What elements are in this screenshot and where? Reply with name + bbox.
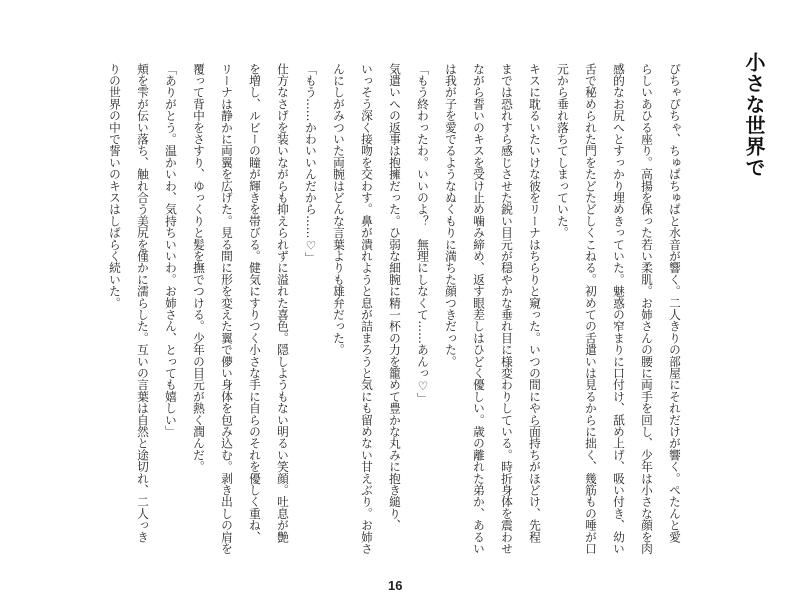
text-line: いっそう深く接吻を交わす。鼻が潰れようと息が詰まろうと気にも留めない甘えぶり。お姉さ xyxy=(360,63,374,555)
text-line: 頬を雫が伝い落ち、触れ合う美尻を僅かに濡らした。互いの言葉は自然と途切れ、二人っき xyxy=(136,63,150,543)
text-line: 「もう……かわいいんだから……♡」 xyxy=(304,63,318,265)
text-line: を増し、ルビーの瞳が輝きを帯びる。健気にすりつく小さな手に自らのそれを優しく重ね、 xyxy=(248,63,262,543)
page-number: 16 xyxy=(388,578,403,593)
text-line: 「もう終わったわ。いいのよ？ 無理にしなくて……あんっ♡」 xyxy=(416,63,430,405)
chapter-title: 小さな世界で xyxy=(742,52,766,178)
text-line: 舌で秘められた門をたどたどしくこねる。初めての舌遣いは見るからに拙く、幾筋もの唾が口 xyxy=(584,63,598,555)
text-line: キスに耽るいたいけな彼をリーナはちらりと窺った。いつの間にやら面持ちがほどけ、先程 xyxy=(528,63,542,543)
body-text xyxy=(99,63,689,563)
text-line: りの世界の中で誓いのキスはしばらく続いた。 xyxy=(108,63,122,309)
text-line: までは恐れすら感じさせた鋭い目元が穏やかな垂れ目に様変わりしている。時折身体を震わせ xyxy=(500,63,514,555)
text-line: んにしがみついた両腕はどんな言葉よりも雄弁だった。 xyxy=(332,63,346,356)
text-line: ぴちゃぴちゃ、ちゅぱちゅぱと水音が響く。二人きりの部屋にそれだけが響く。ぺたんと愛 xyxy=(668,63,682,543)
text-line: 仕方なさげを装いながらも抑えられずに溢れた喜色。隠しようもない明るい笑顔。吐息が艶 xyxy=(276,63,290,543)
text-line: ながら誓いのキスを受け止め噛み締め、返す眼差しはひどく優しい。歳の離れた弟か、あるい xyxy=(472,63,486,555)
text-line: 覆って背中をさすり、ゆっくりと髪を撫でつける。少年の目元が熱く潤んだ。 xyxy=(192,63,206,473)
text-line: リーナは静かに両翼を広げた。見る間に形を変えた翼で儚い身体を包み込む。剥き出しの肩を xyxy=(220,63,234,555)
text-line: は我が子を愛でるようなぬくもりに満ちた顔つきだった。 xyxy=(444,63,458,368)
text-line: 感的なお尻へとすっかり埋めきっていた。魅惑の窄まりに口付け、舐め上げ、吸い付き、幼い xyxy=(612,63,626,555)
text-line: 気遣いへの返事は抱擁だった。ひ弱な細腕に精一杯の力を籠めて豊かな丸みに抱き縋り、 xyxy=(388,63,402,531)
text-line: らしいあひる座り。高揚を保った若い柔肌。お姉さんの腰に両手を回し、少年は小さな顔を肉 xyxy=(640,63,654,555)
text-line: 元から垂れ落ちてしまっていた。 xyxy=(556,63,570,239)
text-line: 「ありがとう。温かいわ、気持ちいいわ。お姉さん、とっても嬉しい」 xyxy=(164,63,178,438)
